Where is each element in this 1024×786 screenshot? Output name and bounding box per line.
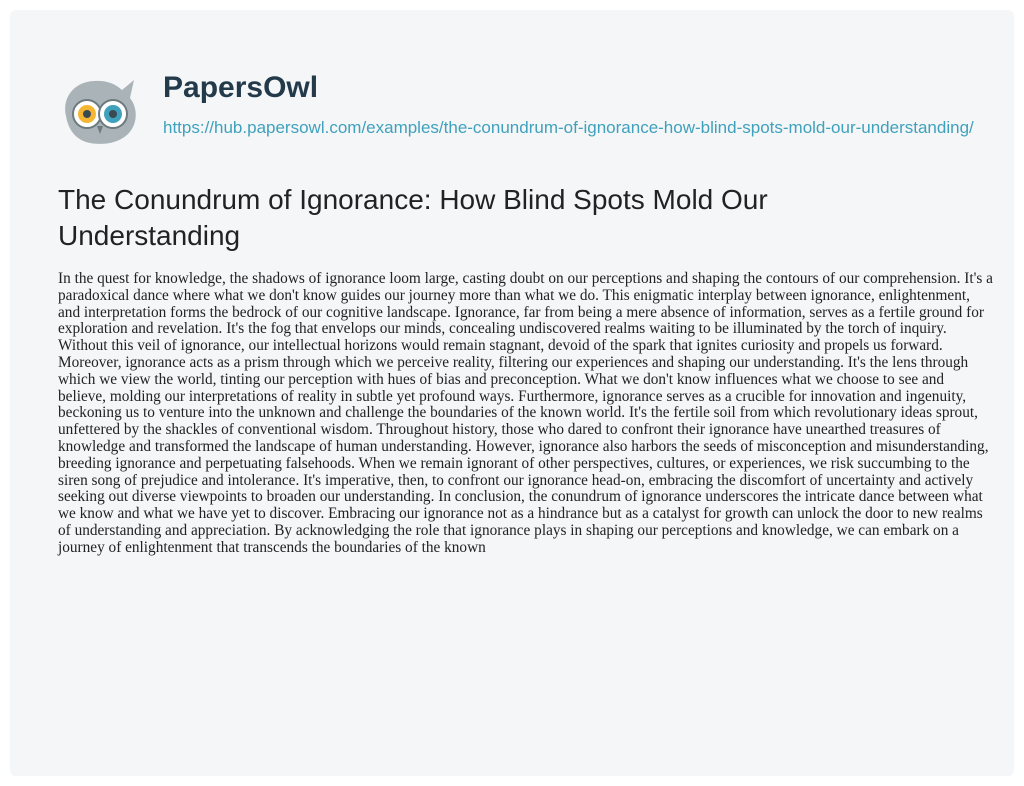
brand-name: PapersOwl bbox=[163, 71, 319, 104]
essay-title: The Conundrum of Ignorance: How Blind Spots Mold Our Understanding bbox=[58, 184, 768, 251]
owl-logo-icon bbox=[60, 76, 142, 146]
source-url-link[interactable]: https://hub.papersowl.com/examples/the-conundrum-of-ignorance-how-blind-spots-mold-our-understanding/ bbox=[163, 118, 974, 137]
essay-body: In the quest for knowledge, the shadows of ignorance loom large, casting doubt on our perceptions and shaping the contours of our comprehension. It's a paradoxical dance where what we don't know guides our journey more than what we do. This enigmatic interplay between ignorance, enlightenment, and interpretation forms the bedrock of our cognitive landscape. Ignorance, far from being a mere absence of information, serves as a fertile ground for exploration and revelation. It's the fog that envelops our minds, concealing undiscovered realms waiting to be illuminated by the torch of inquiry. Without this veil of ignorance, our intellectual horizons would remain stagnant, devoid of the spark that ignites curiosity and propels us forward. Moreover, ignorance acts as a prism through which we perceive reality, filtering our experiences and shaping our understanding. It's the lens through which we view the world, tinting our perception with hues of bias and preconception. What we don't know influences what we choose to see and believe, molding our interpretations of reality in subtle yet profound ways. Furthermore, ignorance serves as a crucible for innovation and ingenuity, beckoning us to venture into the unknown and challenge the boundaries of the known world. It's the fertile soil from which revolutionary ideas sprout, unfettered by the shackles of conventional wisdom. Throughout history, those who dared to confront their ignorance have unearthed treasures of knowledge and transformed the landscape of human understanding. However, ignorance also harbors the seeds of misconception and misunderstanding, breeding ignorance and perpetuating falsehoods. When we remain ignorant of other perspectives, cultures, or experiences, we risk succumbing to the siren song of prejudice and intolerance. It's imperative, then, to confront our ignorance head-on, embracing the discomfort of uncertainty and actively seeking out diverse viewpoints to broaden our understanding. In conclusion, the conundrum of ignorance underscores the intricate dance between what we know and what we have yet to discover. Embracing our ignorance not as a hindrance but as a catalyst for growth can unlock the door to new realms of understanding and appreciation. By acknowledging the role that ignorance plays in shaping our perceptions and knowledge, we can embark on a journey of enlightenment that transcends the boundaries of the known bbox=[58, 270, 993, 556]
document-page bbox=[10, 10, 1014, 776]
